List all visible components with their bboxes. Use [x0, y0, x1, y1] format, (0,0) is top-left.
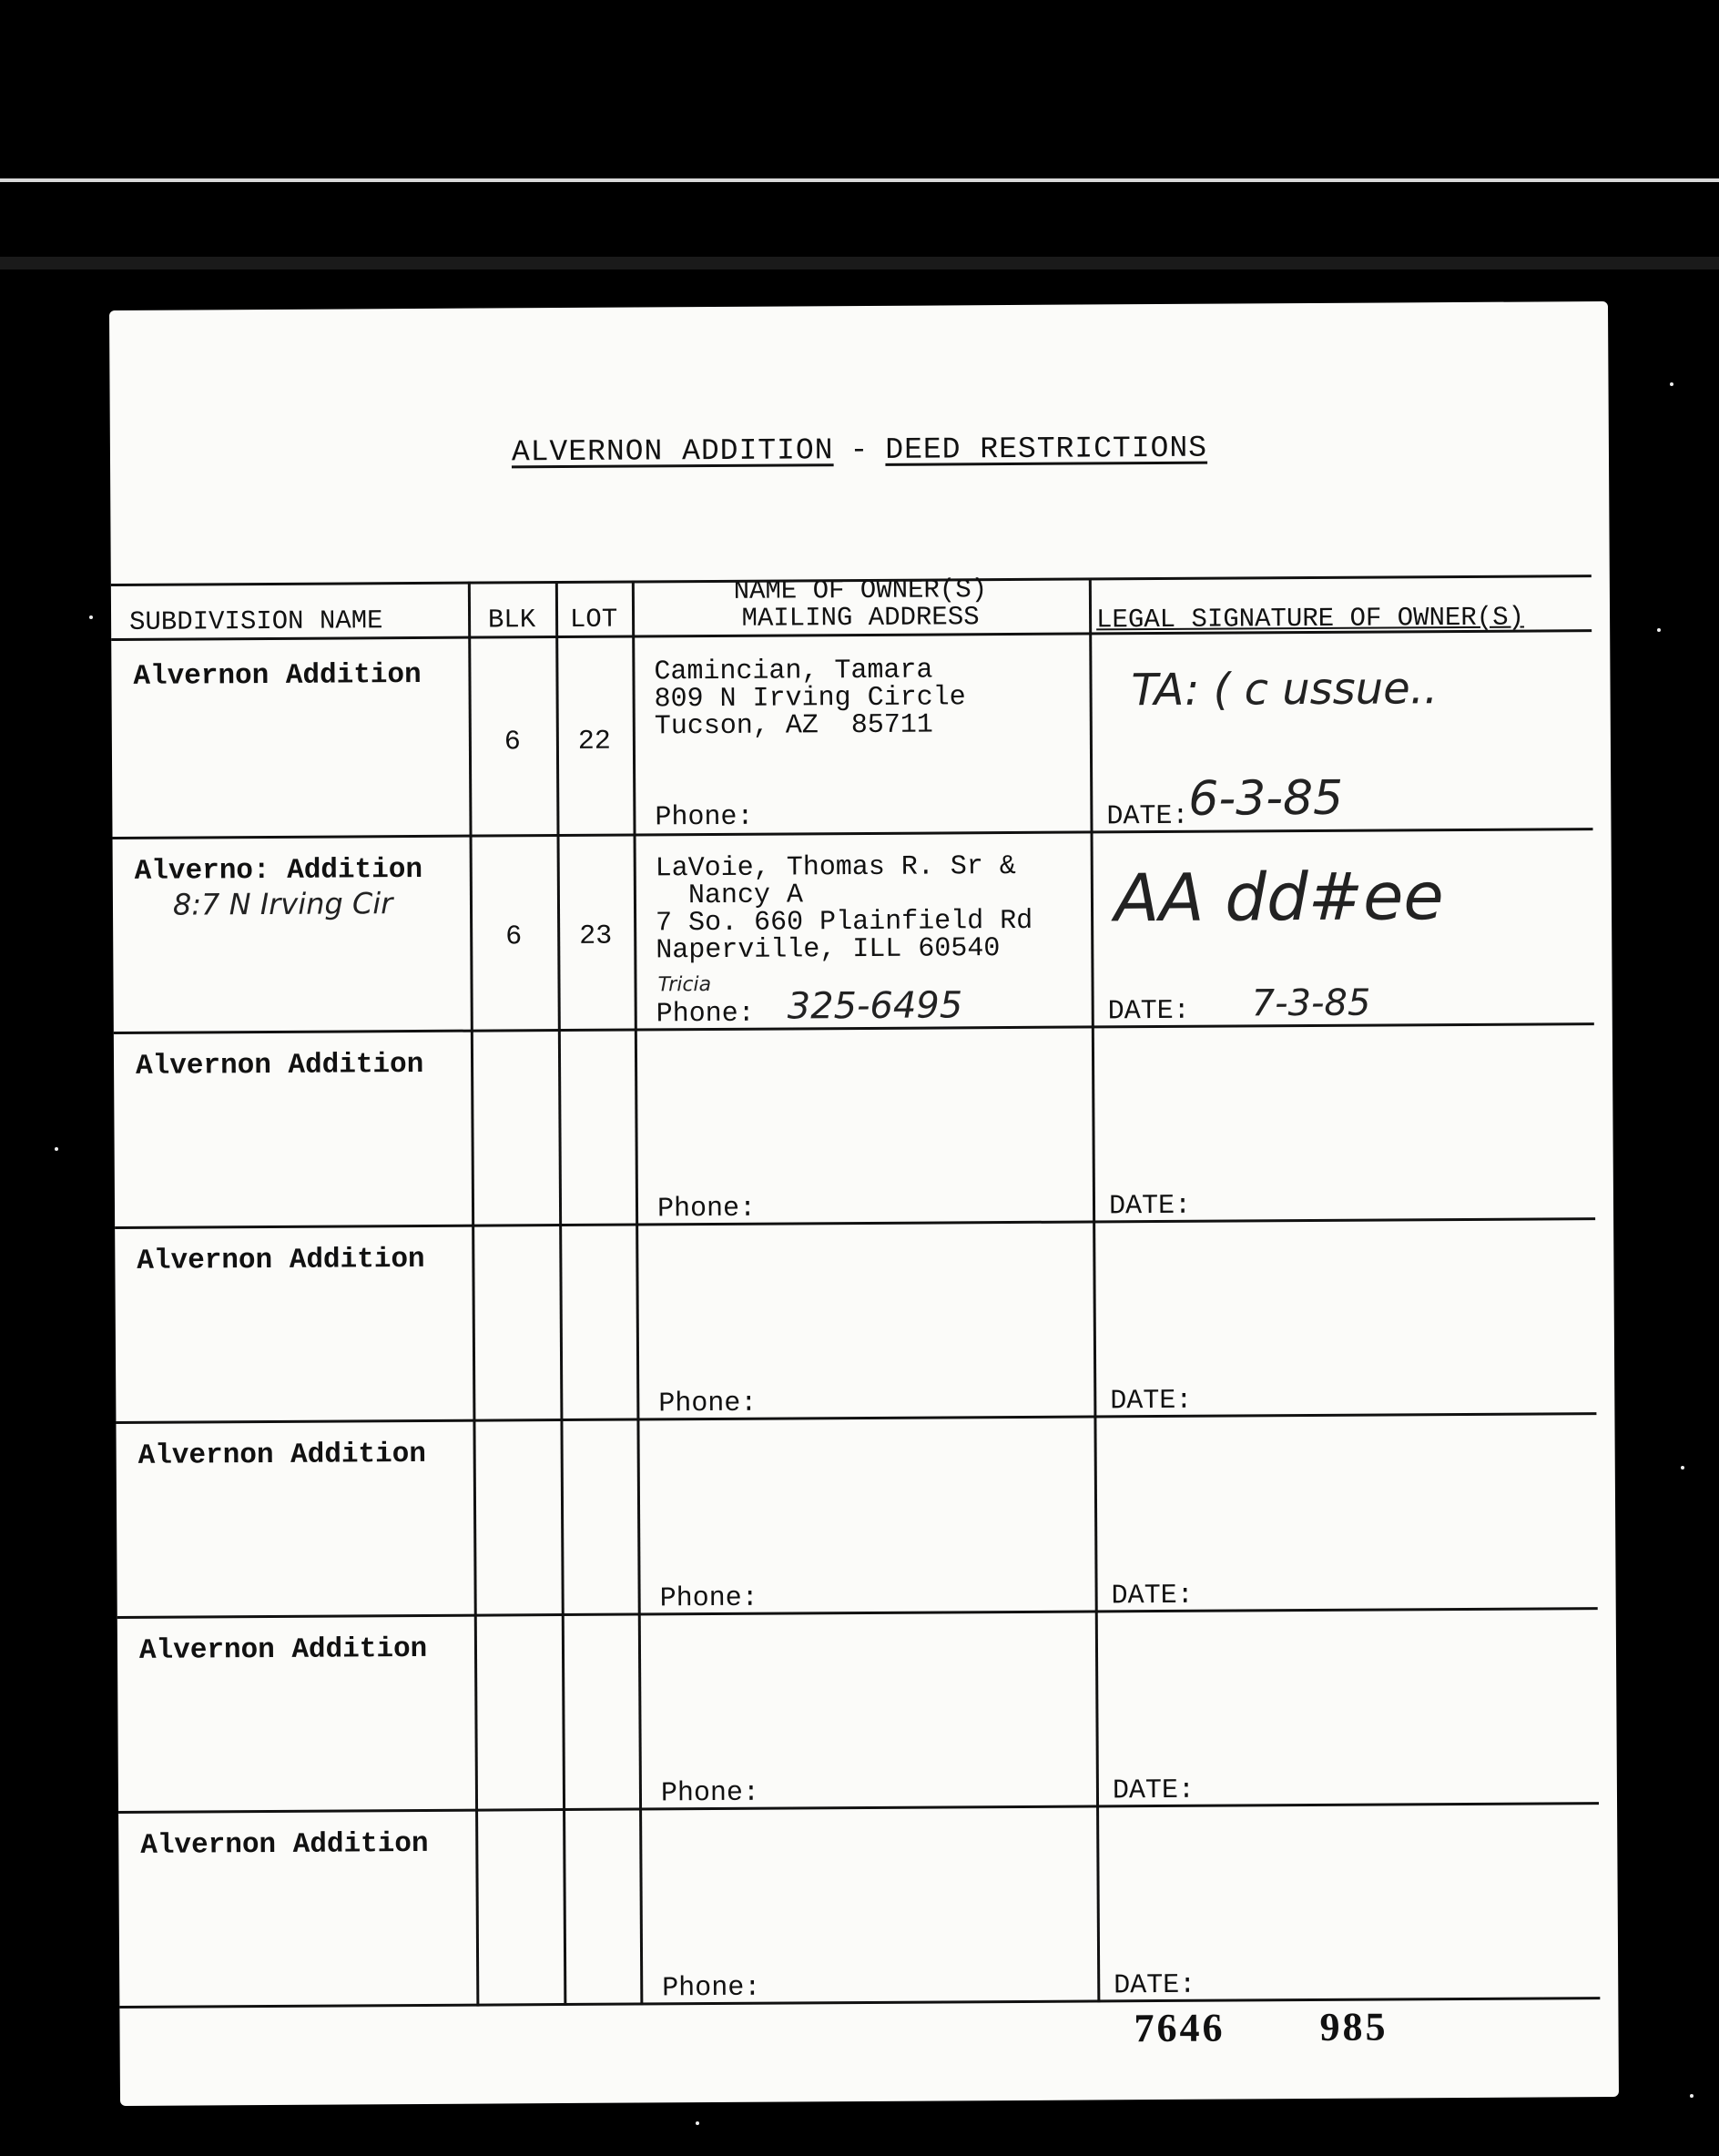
row-date-handwritten: 7-3-85 [1251, 981, 1371, 1025]
footer-number-left: 7646 [1134, 2005, 1226, 2051]
column-rule [1089, 577, 1101, 2002]
row-subdivision: Alvernon Addition [137, 1243, 425, 1277]
row-phone-label: Phone: [656, 1193, 757, 1225]
row-phone-label: Phone: [655, 801, 754, 834]
document-title [110, 429, 1609, 472]
row-rule [118, 1802, 1599, 1814]
row-date-label: DATE: [1108, 1190, 1192, 1223]
row-subdivision: Alvernon Addition [135, 1048, 424, 1083]
row-date-label: DATE: [1107, 995, 1190, 1028]
scan-speck [55, 1147, 58, 1151]
scan-speck [1670, 382, 1673, 386]
column-rule [468, 582, 480, 2007]
row-subdivision: Alvernon Addition [133, 658, 422, 693]
row-subdivision-handwritten: 8:7 N Irving Cir [172, 886, 393, 922]
header-owner-name: NAME OF OWNER(S) [733, 575, 988, 606]
row-subdivision: Alvernon Addition [137, 1438, 427, 1472]
row-phone-label: Phone: [656, 998, 755, 1031]
row-lot: 22 [577, 726, 611, 758]
header-blk: BLK [487, 605, 536, 636]
row-subdivision: Alverno: Addition [134, 853, 423, 888]
row-owner-address: Camincian, Tamara 809 N Irving Circle Tucson, AZ 85711 [654, 655, 966, 743]
header-mailing-address: MAILING ADDRESS [741, 602, 980, 634]
scan-speck [89, 615, 93, 619]
row-phone-label: Phone: [658, 1388, 758, 1420]
row-date-label: DATE: [1112, 1775, 1195, 1807]
row-blk: 6 [505, 921, 523, 953]
row-rule [115, 1217, 1595, 1229]
row-rule [113, 828, 1593, 839]
row-owner-address: LaVoie, Thomas R. Sr & Nancy A 7 So. 660 Plainfield Rd Naperville, ILL 60540 [655, 850, 1033, 967]
row-subdivision: Alvernon Addition [140, 1827, 429, 1862]
row-date-label: DATE: [1111, 1580, 1194, 1612]
row-phone-label: Phone: [662, 1972, 761, 2005]
row-rule [117, 1607, 1598, 1619]
row-phone-label: Phone: [659, 1582, 758, 1615]
scan-speck [1681, 1466, 1684, 1470]
row-blk: 6 [503, 727, 522, 758]
row-date-label: DATE: [1110, 1385, 1193, 1418]
owners-table [111, 575, 1619, 2025]
title-part-2: DEED RESTRICTIONS [885, 431, 1208, 467]
row-lot: 23 [579, 920, 613, 952]
scan-edge-band [0, 257, 1719, 270]
row-name-handwritten: Tricia [657, 973, 712, 997]
scan-edge-line [0, 178, 1719, 182]
title-part-1: ALVERNON ADDITION [511, 433, 834, 470]
scan-speck [1690, 2094, 1694, 2098]
row-signature-handwritten: TA: ( c ussue.. [1131, 663, 1439, 717]
scan-speck [696, 2121, 699, 2125]
row-date-handwritten: 6-3-85 [1188, 770, 1344, 827]
deed-document [109, 301, 1619, 2106]
header-subdivision: SUBDIVISION NAME [128, 605, 383, 637]
row-date-label: DATE: [1114, 1969, 1196, 2002]
row-phone-handwritten: 325-6495 [787, 984, 963, 1028]
footer-number-right: 985 [1319, 2004, 1388, 2049]
row-date-label: DATE: [1106, 800, 1189, 833]
header-signature: LEGAL SIGNATURE OF OWNER(S) [1095, 602, 1525, 636]
column-rule [632, 581, 644, 2006]
row-rule [116, 1412, 1596, 1424]
column-rule [555, 581, 567, 2006]
header-lot: LOT [569, 604, 618, 635]
row-subdivision: Alvernon Addition [138, 1632, 428, 1667]
row-phone-label: Phone: [660, 1777, 760, 1810]
title-separator: - [849, 432, 870, 468]
scan-speck [1657, 628, 1661, 632]
row-signature-handwritten: AA dd#ee [1114, 858, 1444, 937]
